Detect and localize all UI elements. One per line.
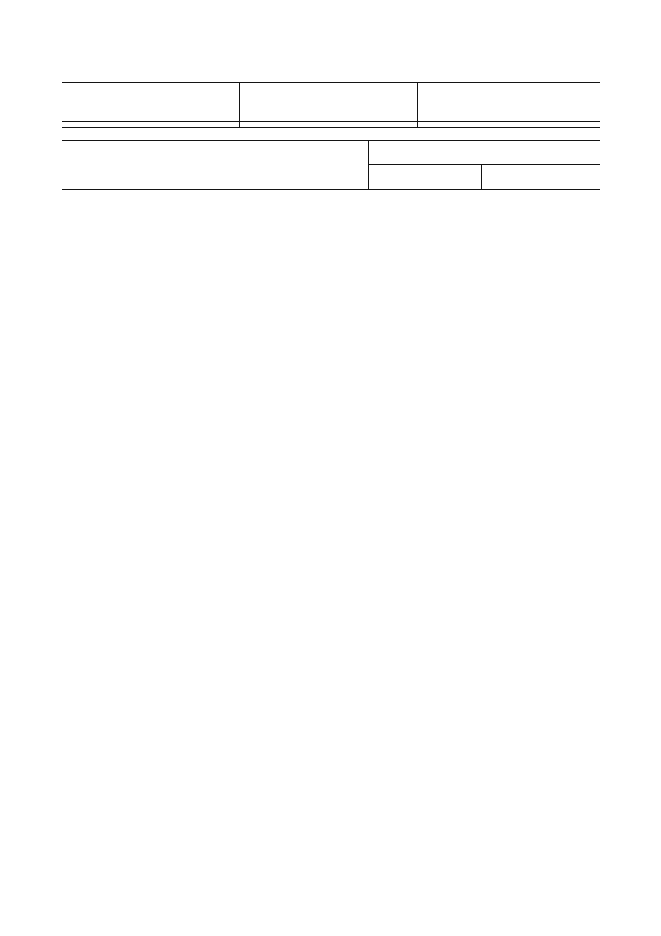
table-cell <box>240 125 418 128</box>
document-body <box>62 77 600 202</box>
table-7-header <box>369 165 482 190</box>
table-cell <box>62 125 240 128</box>
table-row <box>62 125 600 128</box>
table-6-header <box>62 83 240 122</box>
table-7-header-group <box>369 141 600 165</box>
table-6 <box>62 82 600 128</box>
table-cell <box>417 125 600 128</box>
table-6-header <box>240 83 418 122</box>
table-7-header <box>482 165 600 190</box>
table-6-header <box>417 83 600 122</box>
table-7-header <box>62 141 369 190</box>
table-7 <box>62 140 600 190</box>
